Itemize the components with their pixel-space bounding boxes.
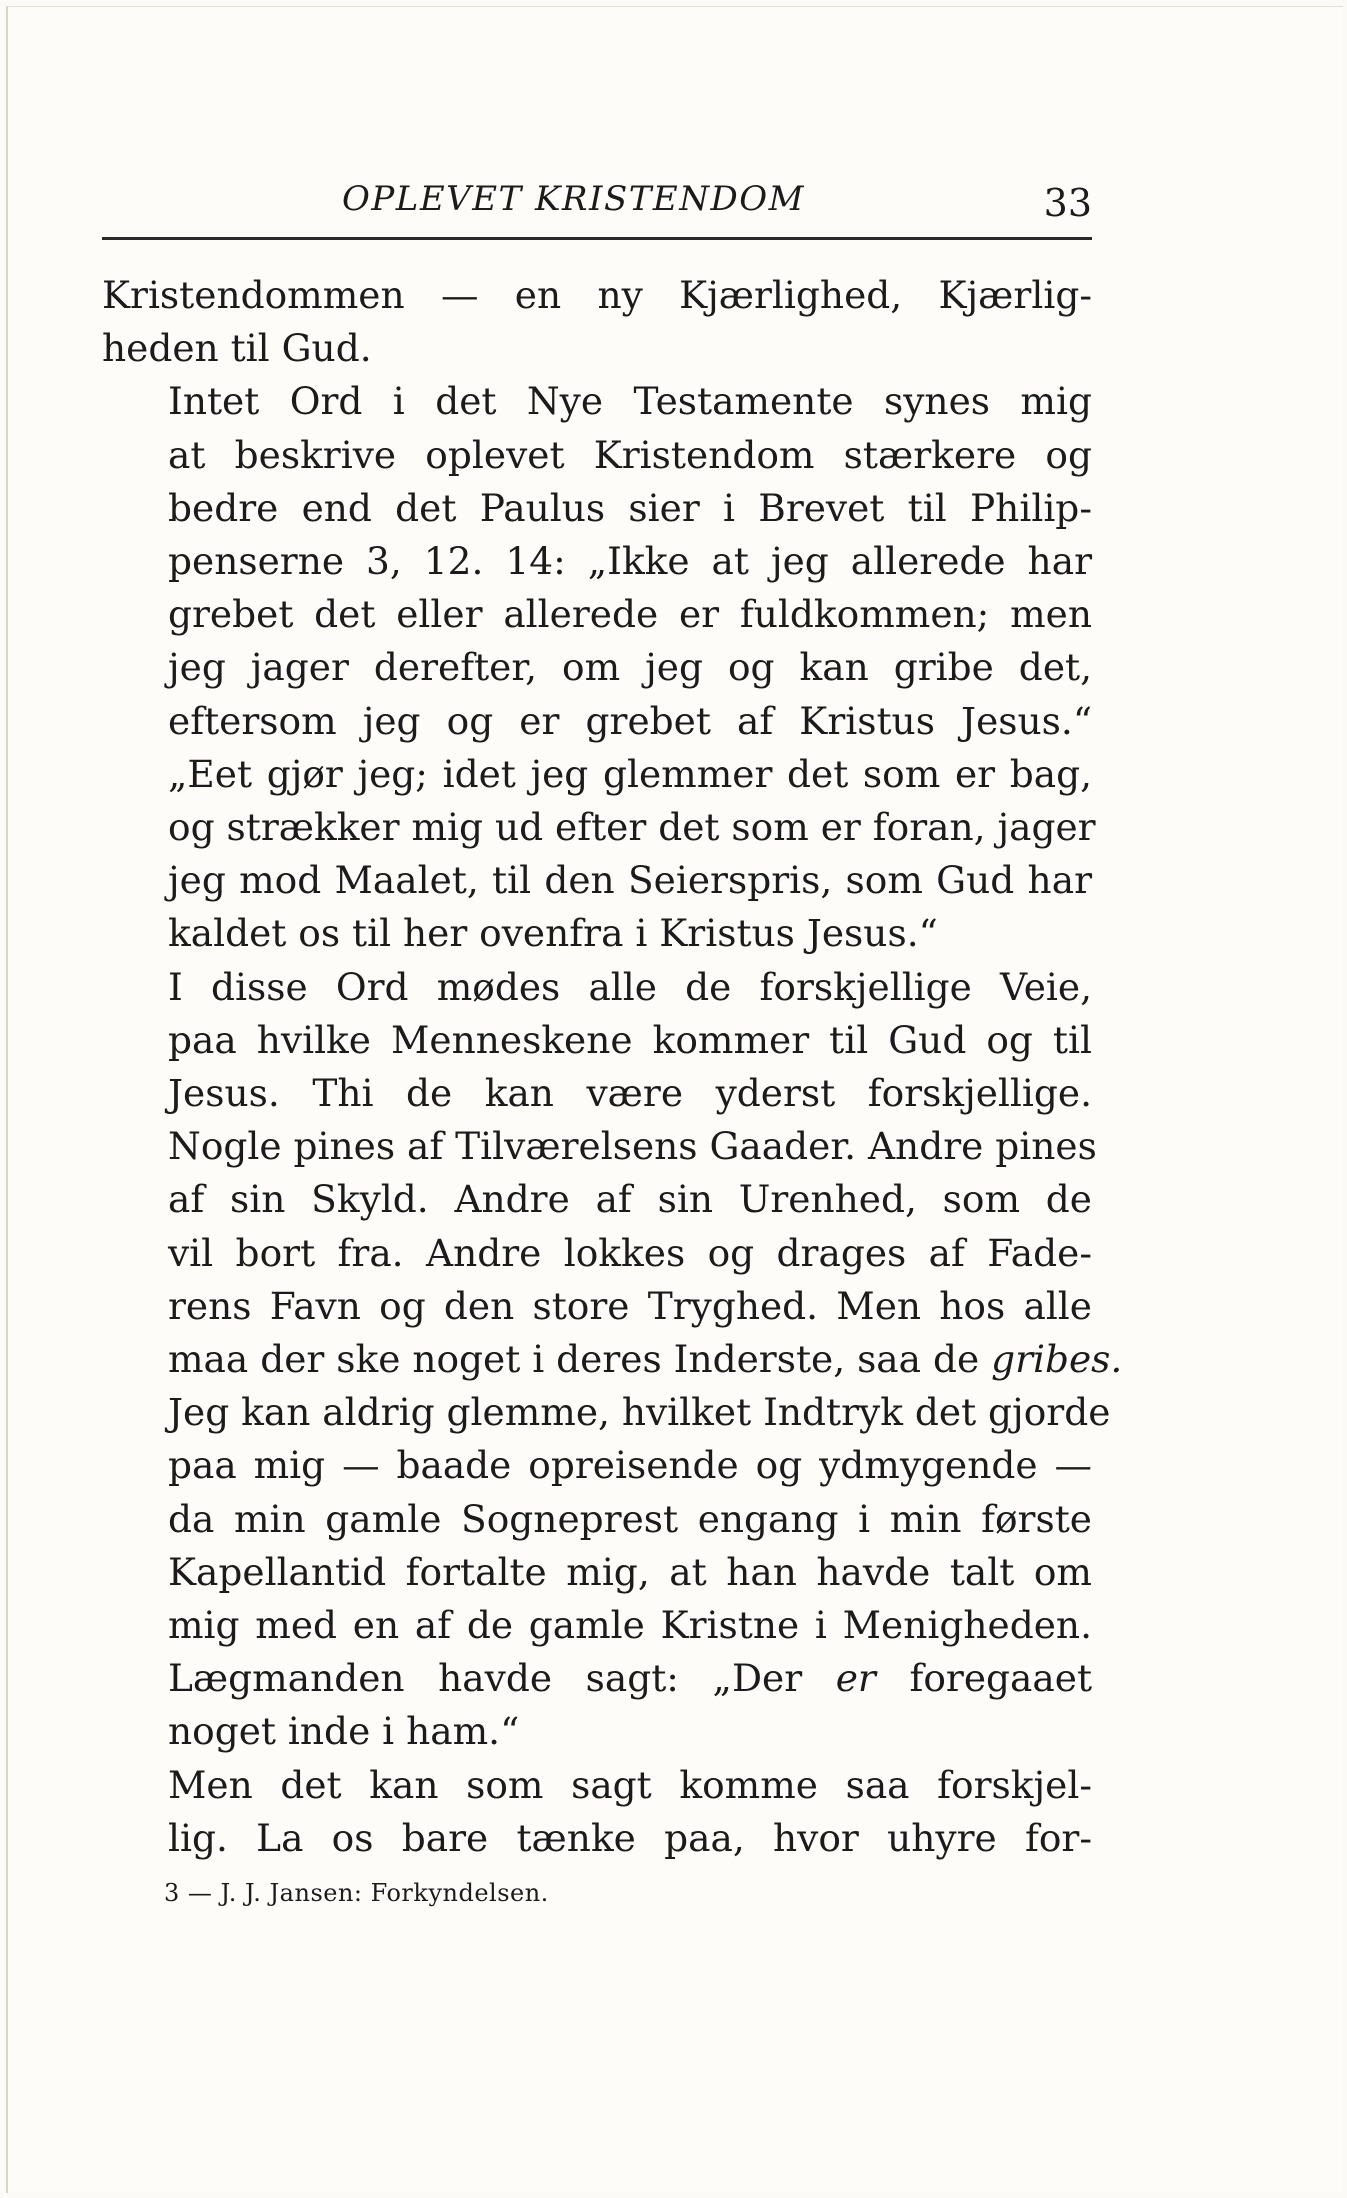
- text-line: og strækker mig ud efter det som er foran, jager: [168, 805, 1096, 850]
- text-line: I disse Ord mødes alle de forskjellige Veie,: [168, 964, 1092, 1009]
- text-line: vil bort fra. Andre lokkes og drages af Fade-: [168, 1230, 1092, 1275]
- text-line: rens Favn og den store Tryghed. Men hos alle: [168, 1283, 1092, 1328]
- text-fragment: foregaaet: [909, 1656, 1093, 1701]
- text-line: mig med en af de gamle Kristne i Menigheden.: [168, 1603, 1092, 1648]
- footer-signature: 3 — J. J. Jansen: Forkyndelsen.: [164, 1879, 549, 1907]
- text-line: paa hvilke Menneskene kommer til Gud og til: [168, 1017, 1092, 1062]
- text-line: paa mig — baade opreisende og ydmygende —: [168, 1443, 1092, 1488]
- paragraph-3: [102, 961, 1123, 1759]
- paragraph-1: [102, 269, 1092, 375]
- text-line: Men det kan som sagt komme saa forskjel-: [168, 1762, 1092, 1807]
- book-page: [6, 6, 1343, 2193]
- text-line: at beskrive oplevet Kristendom stærkere og: [168, 432, 1092, 477]
- text-line: Kapellantid fortalte mig, at han havde talt om: [168, 1549, 1092, 1594]
- page-header: [102, 175, 1092, 240]
- text-line: Jesus. Thi de kan være yderst forskjellige.: [168, 1071, 1092, 1116]
- text-line: jeg jager derefter, om jeg og kan gribe det,: [168, 645, 1092, 690]
- text-line: „Eet gjør jeg; idet jeg glemmer det som er bag,: [168, 751, 1092, 796]
- text-line: noget inde i ham.“: [168, 1709, 520, 1754]
- text-line: eftersom jeg og er grebet af Kristus Jesus.“: [168, 698, 1092, 743]
- paragraph-4: [102, 1759, 1092, 1865]
- text-line: da min gamle Sogneprest engang i min første: [168, 1496, 1092, 1541]
- page-number: 33: [1043, 181, 1092, 225]
- text-line: bedre end det Paulus sier i Brevet til Philip-: [168, 485, 1092, 530]
- text-line: Nogle pines af Tilværelsens Gaader. Andre pines: [168, 1124, 1097, 1169]
- text-line: grebet det eller allerede er fuldkommen; men: [168, 592, 1092, 637]
- text-line: af sin Skyld. Andre af sin Urenhed, som de: [168, 1177, 1092, 1222]
- text-line: Jeg kan aldrig glemme, hvilket Indtryk det gjorde: [168, 1390, 1111, 1435]
- emphasis-word: gribes.: [991, 1337, 1123, 1382]
- text-line: [102, 1333, 1123, 1386]
- text-line: lig. La os bare tænke paa, hvor uhyre for-: [168, 1815, 1092, 1860]
- text-fragment: maa der ske noget i deres Inderste, saa de: [168, 1337, 980, 1382]
- paragraph-2: [102, 375, 1096, 960]
- text-line: heden til Gud.: [102, 326, 372, 371]
- text-line: kaldet os til her ovenfra i Kristus Jesus.“: [168, 911, 938, 956]
- running-title: OPLEVET KRISTENDOM: [342, 179, 805, 219]
- body-text: [102, 269, 1123, 1865]
- text-line: [102, 1652, 1092, 1705]
- text-line: jeg mod Maalet, til den Seierspris, som Gud har: [168, 858, 1092, 903]
- text-line: Kristendommen — en ny Kjærlighed, Kjærlig-: [102, 273, 1092, 317]
- text-fragment: Lægmanden havde sagt: „Der: [168, 1656, 803, 1701]
- emphasis-word: er: [835, 1656, 876, 1701]
- text-line: penserne 3, 12. 14: „Ikke at jeg allerede har: [168, 539, 1092, 584]
- text-line: Intet Ord i det Nye Testamente synes mig: [168, 379, 1092, 424]
